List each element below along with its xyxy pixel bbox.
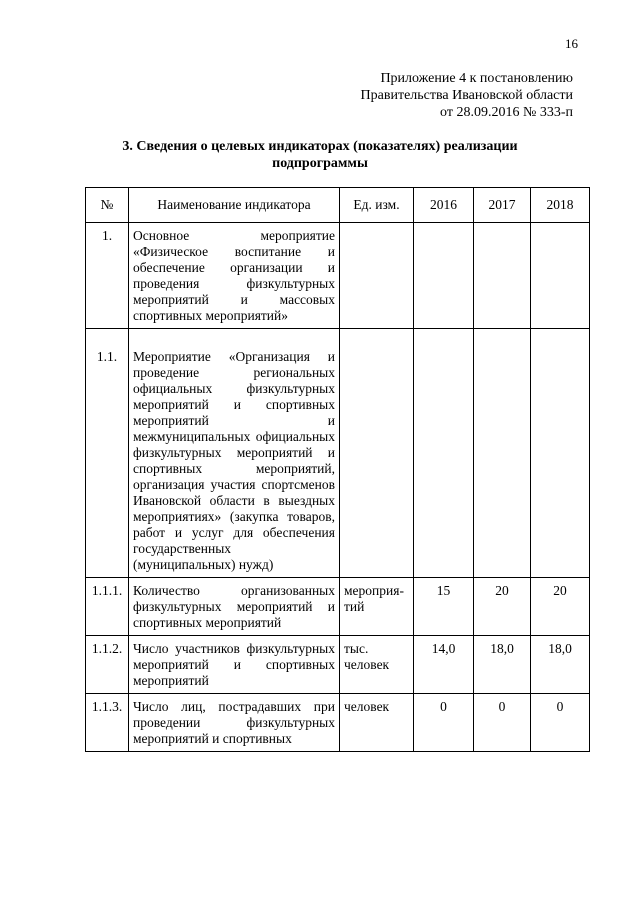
row-unit [340,223,414,329]
header-2017: 2017 [474,188,531,223]
row-name: Количество организованных физкультурных мероприятий и спортивных мероприятий [129,578,340,636]
row-num: 1.1. [86,329,129,578]
appendix-header [361,70,573,121]
section-title [70,138,570,172]
row-value-2018 [531,329,590,578]
page-number: 16 [565,36,578,51]
appendix-line-2: Правительства Ивановской области [360,88,573,103]
row-unit: тыс. человек [340,636,414,694]
row-value-2018: 0 [531,694,590,752]
section-title-line-2: подпрограммы [272,156,368,171]
row-name: Число лиц, пострадавших при проведении физкультурных мероприятий и спортивных [129,694,340,752]
table-row [86,578,590,636]
row-value-2017 [474,329,531,578]
row-num: 1. [86,223,129,329]
row-value-2017 [474,223,531,329]
row-value-2017: 0 [474,694,531,752]
row-value-2018: 18,0 [531,636,590,694]
row-unit: мероприя- тий [340,578,414,636]
row-value-2018: 20 [531,578,590,636]
row-value-2016: 15 [414,578,474,636]
appendix-line-3: от 28.09.2016 № 333-п [440,105,573,120]
row-value-2017: 18,0 [474,636,531,694]
row-value-2017: 20 [474,578,531,636]
table-row [86,694,590,752]
table-row [86,329,590,578]
row-num: 1.1.1. [86,578,129,636]
table-row [86,636,590,694]
header-unit: Ед. изм. [340,188,414,223]
row-value-2018 [531,223,590,329]
header-2016: 2016 [414,188,474,223]
row-unit: человек [340,694,414,752]
header-num: № [86,188,129,223]
row-value-2016: 0 [414,694,474,752]
indicators-table [85,187,590,752]
row-value-2016: 14,0 [414,636,474,694]
header-name: Наименование индикатора [129,188,340,223]
appendix-line-1: Приложение 4 к постановлению [380,71,573,86]
row-name: Мероприятие «Организация и проведение региональных официальных физкультурных мероприятий и спортивных мероприятий и межмуниципальных официальных физкультурных мероприятий и спортивных мероприятий, организация участия спортсменов Ивановской области в выездных мероприятиях» (закупка товаров, работ и услуг для обеспечения государственных (муниципальных) нужд) [129,329,340,578]
row-num: 1.1.2. [86,636,129,694]
row-unit [340,329,414,578]
table-header-row [86,188,590,223]
table-row [86,223,590,329]
row-value-2016 [414,329,474,578]
row-name: Число участников физкультурных мероприятий и спортивных мероприятий [129,636,340,694]
row-value-2016 [414,223,474,329]
header-2018: 2018 [531,188,590,223]
row-name: Основное мероприятие «Физическое воспитание и обеспечение организации и проведения физкультурных мероприятий и массовых спортивных мероприятий» [129,223,340,329]
row-num: 1.1.3. [86,694,129,752]
section-title-line-1: 3. Сведения о целевых индикаторах (показателях) реализации [122,139,518,154]
